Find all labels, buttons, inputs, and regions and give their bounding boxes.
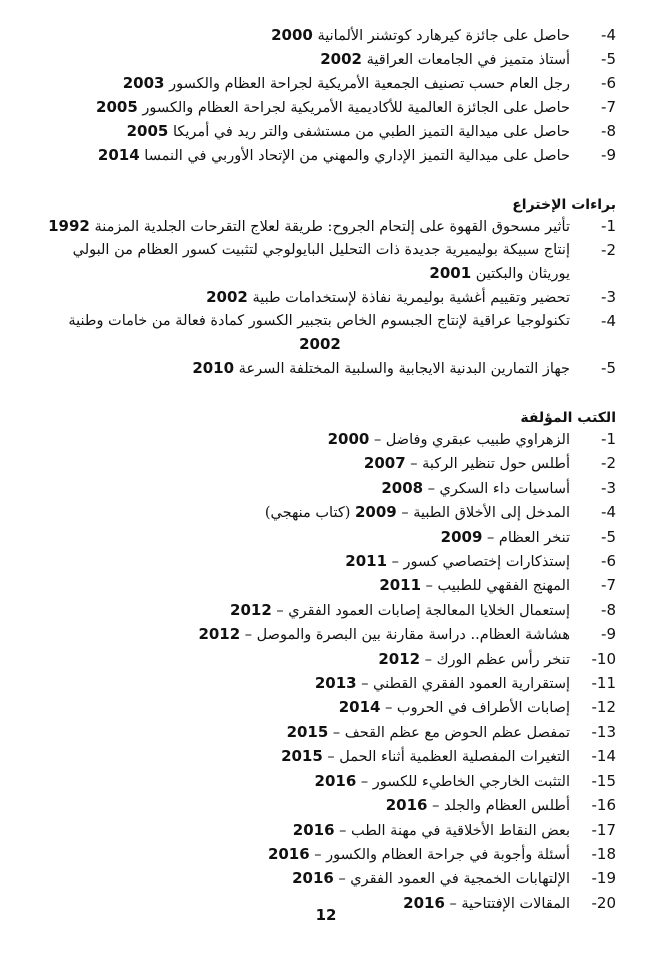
item-text <box>24 501 570 525</box>
book-item <box>24 550 616 574</box>
item-year: 2013 <box>314 674 357 693</box>
item-title: المهنج الفقهي للطبيب – <box>425 578 570 595</box>
item-title: تنخر رأس عظم الورك – <box>424 651 570 668</box>
item-text <box>24 696 570 720</box>
page-number: 12 <box>315 906 337 924</box>
award-item <box>24 120 616 144</box>
item-title: التغيرات المفصلية العظمية أثناء الحمل – <box>327 749 570 766</box>
patent-item <box>24 310 616 333</box>
item-note: (كتاب منهجي) <box>264 505 351 522</box>
books-list <box>24 428 616 916</box>
item-title: هشاشة العظام.. دراسة مقارنة بين البصرة والموصل – <box>244 627 570 644</box>
item-year: 2010 <box>192 359 235 377</box>
item-year: 2002 <box>206 288 248 306</box>
item-title: الزهراوي طبيب عبقري وفاضل – <box>373 432 570 448</box>
book-item <box>24 452 616 476</box>
item-title: رجل العام حسب تصنيف الجمعية الأمريكية لجراحة العظام والكسور <box>169 76 570 92</box>
item-text <box>24 819 570 843</box>
item-title: حاصل على ميدالية التميز الإداري والمهني من الإتحاد الأوربي في النمسا <box>144 148 570 164</box>
award-item <box>24 48 616 72</box>
item-number: 4- <box>601 503 616 522</box>
item-title: أطلس حول تنظير الركبة – <box>410 456 570 473</box>
item-title: تكنولوجيا عراقية لإنتاج الجبسوم الخاص بتجبير الكسور كمادة فعالة من خامات وطنية <box>68 313 570 329</box>
item-text <box>24 452 570 476</box>
book-item <box>24 794 616 818</box>
book-item <box>24 819 616 843</box>
item-text <box>24 215 570 239</box>
item-year: 2014 <box>338 698 381 717</box>
item-number: 16- <box>591 796 616 815</box>
item-year: 2016 <box>385 796 428 815</box>
item-number: 5- <box>601 359 616 377</box>
item-text <box>24 745 570 769</box>
item-year: 2002 <box>320 50 362 68</box>
book-item <box>24 672 616 696</box>
item-year: 2014 <box>97 146 140 164</box>
item-year: 2009 <box>440 527 483 546</box>
book-item <box>24 770 616 794</box>
item-number: 15- <box>591 771 616 790</box>
item-year: 2016 <box>267 844 310 863</box>
item-year: 2005 <box>96 98 138 116</box>
item-number: 20- <box>591 893 616 912</box>
item-title: أطلس العظام والجلد – <box>432 798 570 815</box>
item-text <box>24 120 570 144</box>
item-number: 7- <box>601 576 616 595</box>
item-text <box>24 24 570 48</box>
item-text <box>24 574 570 598</box>
item-year: 2016 <box>314 771 357 790</box>
item-text <box>24 144 570 168</box>
item-year: 1992 <box>48 217 90 235</box>
item-year: 2002 <box>299 335 341 353</box>
item-year: 2003 <box>122 74 165 92</box>
item-title: حاصل على جائزة كيرهارد كوتشنر الألمانية <box>317 28 570 44</box>
books-heading: الكتب المؤلفة <box>520 410 616 426</box>
item-text <box>24 428 570 452</box>
item-year: 2012 <box>230 600 272 619</box>
item-title: المقالات الإفتتاحية – <box>449 895 570 912</box>
item-number: 19- <box>591 869 616 888</box>
awards-list <box>24 24 616 168</box>
item-text <box>24 96 570 120</box>
book-item <box>24 696 616 720</box>
item-number: 6- <box>601 552 616 571</box>
book-item <box>24 867 616 891</box>
book-item <box>24 428 616 452</box>
item-number: 14- <box>591 747 616 766</box>
item-year: 2009 <box>355 503 397 522</box>
patent-item <box>24 239 616 262</box>
item-year: 2016 <box>292 820 335 839</box>
book-item <box>24 501 616 525</box>
books-section <box>24 410 616 916</box>
item-text <box>24 794 570 818</box>
item-text <box>24 286 570 310</box>
item-text <box>24 477 570 501</box>
item-title: إنتاج سبيكة بوليميرية جديدة ذات التحليل البايولوجي لتثبيت كسور العظام من البولي <box>72 242 570 258</box>
item-number: 10- <box>591 649 616 668</box>
item-number: 5- <box>601 527 616 546</box>
item-text <box>24 623 570 647</box>
book-item <box>24 623 616 647</box>
item-title: تأثير مسحوق القهوة على إلتحام الجروح: طريقة لعلاج التقرحات الجلدية المزمنة <box>94 219 570 235</box>
item-title: المدخل إلى الأخلاق الطبية – <box>401 505 570 522</box>
item-number: 6- <box>601 74 616 92</box>
item-title: التثبت الخارجي الخاطيء للكسور – <box>360 773 570 790</box>
item-title: أسئلة وأجوبة في جراحة العظام والكسور – <box>314 846 570 863</box>
book-item <box>24 526 616 550</box>
patent-item <box>24 286 616 310</box>
award-item <box>24 96 616 120</box>
book-item <box>24 648 616 672</box>
award-item <box>24 24 616 48</box>
item-year: 2011 <box>345 552 388 571</box>
item-text <box>24 239 570 262</box>
item-number: 1- <box>601 430 616 448</box>
item-year: 2016 <box>292 869 334 888</box>
item-text <box>24 48 570 72</box>
book-item <box>24 574 616 598</box>
item-title: جهاز التمارين البدنية الايجابية والسلبية المختلفة السرعة <box>238 361 570 377</box>
item-title: حاصل على الجائزة العالمية للأكاديمية الأمريكية لجراحة العظام والكسور <box>142 100 570 116</box>
book-item <box>24 843 616 867</box>
item-title: بعض النقاط الأخلاقية في مهنة الطب – <box>339 822 570 839</box>
item-number: 4- <box>601 26 616 44</box>
item-year: 2008 <box>381 478 424 497</box>
item-title-continued: يوريثان والبكتين <box>475 266 570 282</box>
item-title: حاصل على ميدالية التميز الطبي من مستشفى والتر ريد في أمريكا <box>172 124 570 140</box>
award-item <box>24 72 616 96</box>
item-year: 2016 <box>403 893 445 912</box>
item-text <box>24 843 570 867</box>
patents-section <box>24 197 616 381</box>
item-title: إستعمال الخلايا المعالجة إصابات العمود الفقري – <box>276 602 570 619</box>
item-title: إستذكارات إختصاصي كسور – <box>391 554 570 571</box>
item-text <box>24 550 570 574</box>
item-number: 4- <box>601 312 616 330</box>
item-number: 17- <box>591 820 616 839</box>
item-number: 5- <box>601 50 616 68</box>
item-text <box>24 310 570 333</box>
item-number: 8- <box>601 600 616 619</box>
item-title: تنخر العظام – <box>487 529 570 546</box>
item-title: أستاذ متميز في الجامعات العراقية <box>366 52 570 68</box>
patent-item <box>24 357 616 381</box>
item-number: 18- <box>591 844 616 863</box>
item-text <box>24 770 570 794</box>
item-title: تحضير وتقييم أغشية بوليمرية نفاذة لإستخدامات طبية <box>252 290 570 306</box>
item-number: 9- <box>601 146 616 164</box>
book-item <box>24 721 616 745</box>
item-title: تمفصل عظم الحوض مع عظم القحف – <box>332 724 570 741</box>
item-text <box>24 721 570 745</box>
item-number: 3- <box>601 288 616 306</box>
item-year: 2000 <box>271 26 313 44</box>
item-title: إصابات الأطراف في الحروب – <box>385 700 570 717</box>
patents-heading: براءات الإختراع <box>512 197 616 213</box>
item-text <box>24 672 570 696</box>
item-year: 2005 <box>126 122 169 140</box>
item-year: 2011 <box>379 576 422 595</box>
item-number: 8- <box>601 122 616 140</box>
item-year: 2015 <box>281 747 323 766</box>
item-continuation <box>24 333 616 357</box>
item-number: 7- <box>601 98 616 116</box>
item-number: 3- <box>601 478 616 497</box>
item-text <box>24 526 570 550</box>
item-year: 2001 <box>429 264 472 282</box>
item-number: 13- <box>591 722 616 741</box>
item-title: إستقرارية العمود الفقري القطني – <box>361 676 570 693</box>
item-year: 2015 <box>286 722 329 741</box>
item-title: أساسيات داء السكري – <box>427 480 570 497</box>
item-year: 2012 <box>198 625 241 644</box>
item-text <box>24 72 570 96</box>
item-title: الإلتهابات الخمجية في العمود الفقري – <box>338 871 570 888</box>
item-year: 2007 <box>363 454 406 473</box>
item-number: 12- <box>591 698 616 717</box>
book-item <box>24 745 616 769</box>
book-item <box>24 599 616 623</box>
item-continuation <box>24 262 616 286</box>
item-text <box>24 648 570 672</box>
patents-list <box>24 215 616 381</box>
item-number: 2- <box>601 241 616 259</box>
item-year: 2000 <box>327 430 370 448</box>
item-number: 9- <box>601 625 616 644</box>
item-text <box>24 357 570 381</box>
patent-item <box>24 215 616 239</box>
award-item <box>24 144 616 168</box>
item-number: 2- <box>601 454 616 473</box>
book-item <box>24 477 616 501</box>
item-year: 2012 <box>378 649 421 668</box>
item-number: 1- <box>601 217 616 235</box>
item-text <box>24 867 570 891</box>
item-number: 11- <box>591 674 616 693</box>
item-text <box>24 599 570 623</box>
